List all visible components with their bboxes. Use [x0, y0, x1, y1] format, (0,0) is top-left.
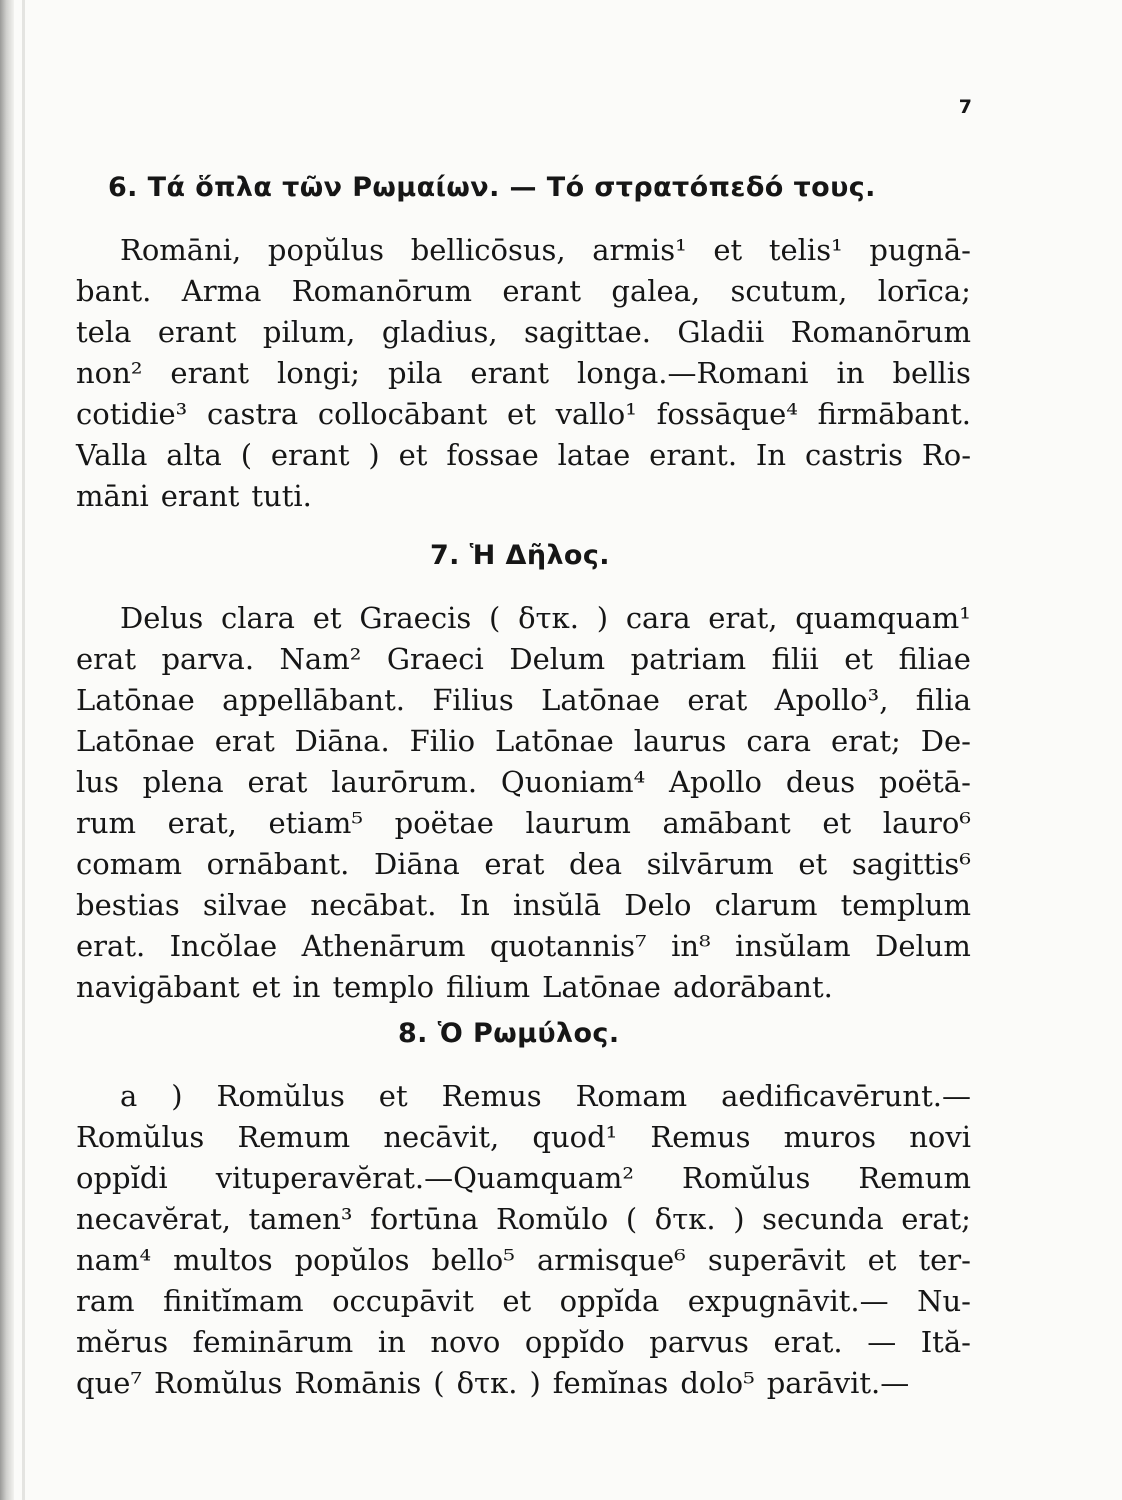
text-line: bant. Arma Romanōrum erant galea, scutum, lorīca; [76, 274, 971, 308]
page-number: 7 [958, 96, 972, 118]
text-line: que⁷ Romŭlus Romānis ( δτκ. ) femĭnas dolo⁵ parāvit.— [76, 1366, 910, 1400]
text-line: Delus clara et Graecis ( δτκ. ) cara erat, quamquam¹ [120, 601, 971, 635]
text-line: Latōnae appellābant. Filius Latōnae erat Apollo³, filia [76, 683, 971, 717]
section-heading-6: 6. Τά ὅπλα τῶν Ρωμαίων. — Τό στρατόπεδό τους. [108, 172, 876, 203]
text-line: oppĭdi vituperavĕrat.—Quamquam² Romŭlus Remum [76, 1161, 971, 1195]
text-line: comam ornābant. Diāna erat dea silvārum et sagittis⁶ [76, 847, 971, 881]
section-text-7 [76, 598, 971, 1008]
section-heading-7: 7. Ἡ Δῆλος. [430, 540, 610, 571]
text-line: erat parva. Nam² Graeci Delum patriam filii et filiae [76, 642, 971, 676]
section-text-8 [76, 1076, 971, 1404]
text-line: a ) Romŭlus et Remus Romam aedificavērunt.— [120, 1079, 971, 1113]
text-line: navigābant et in templo filium Latōnae adorābant. [76, 970, 833, 1004]
section-heading-8: 8. Ὁ Ρωμύλος. [398, 1018, 620, 1049]
text-line: māni erant tuti. [76, 479, 312, 513]
text-line: nam⁴ multos popŭlos bello⁵ armisque⁶ superāvit et ter- [76, 1243, 971, 1277]
text-line: Latōnae erat Diāna. Filio Latōnae laurus cara erat; De- [76, 724, 971, 758]
text-line: necavĕrat, tamen³ fortūna Romŭlo ( δτκ. ) secunda erat; [76, 1202, 971, 1236]
text-line: tela erant pilum, gladius, sagittae. Gladii Romanōrum [76, 315, 971, 349]
text-line: bestias silvae necābat. In insŭlā Delo clarum templum [76, 888, 971, 922]
text-line: Valla alta ( erant ) et fossae latae erant. In castris Ro- [76, 438, 971, 472]
book-spine-shadow [0, 0, 14, 1500]
text-line: ram finitĭmam occupāvit et oppĭda expugnāvit.— Nu- [76, 1284, 971, 1318]
text-line: rum erat, etiam⁵ poëtae laurum amābant et lauro⁶ [76, 806, 971, 840]
section-text-6 [76, 230, 971, 517]
text-line: Romāni, popŭlus bellicōsus, armis¹ et telis¹ pugnā- [120, 233, 971, 267]
text-line: cotidie³ castra collocābant et vallo¹ fossāque⁴ firmābant. [76, 397, 971, 431]
text-line: mĕrus feminārum in novo oppĭdo parvus erat. — Ită- [76, 1325, 971, 1359]
text-line: non² erant longi; pila erant longa.—Romani in bellis [76, 356, 971, 390]
text-line: lus plena erat laurōrum. Quoniam⁴ Apollo deus poëtā- [76, 765, 971, 799]
text-line: Romŭlus Remum necāvit, quod¹ Remus muros novi [76, 1120, 971, 1154]
text-line: erat. Incŏlae Athenārum quotannis⁷ in⁸ insŭlam Delum [76, 929, 971, 963]
book-spine-edge [22, 0, 25, 1500]
